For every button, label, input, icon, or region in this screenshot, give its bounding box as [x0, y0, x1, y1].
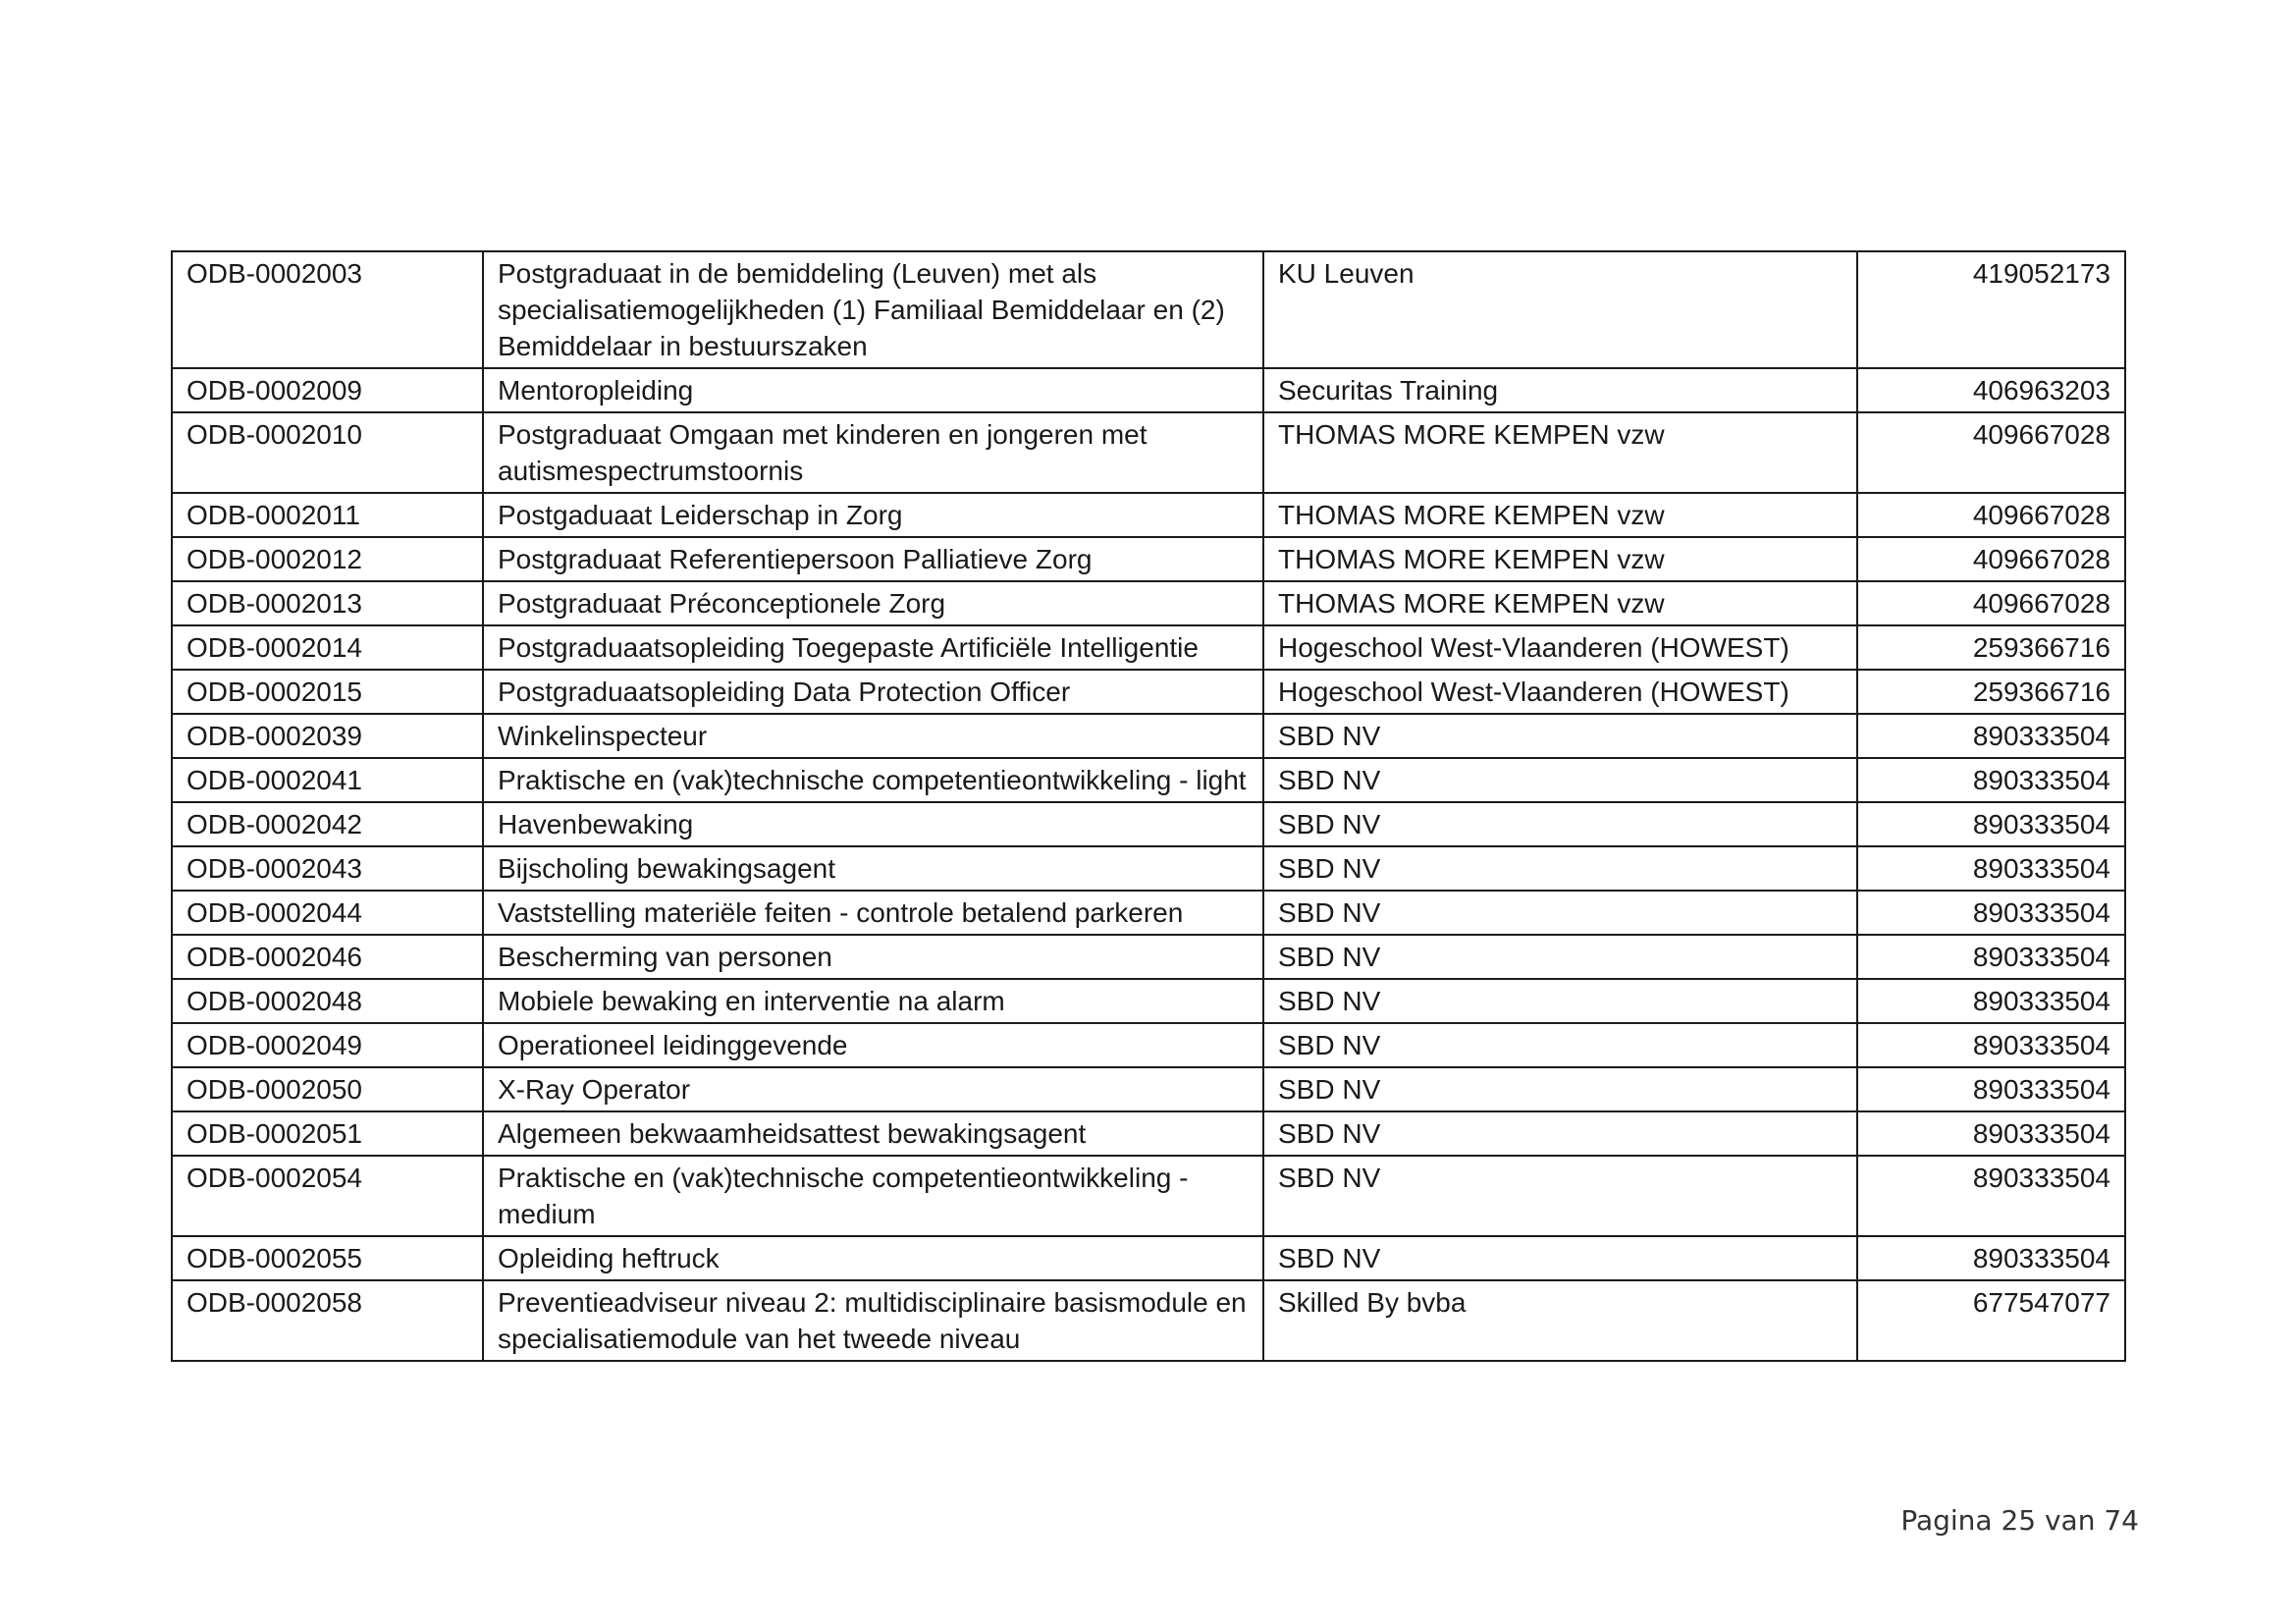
row-title: Postgraduaat in de bemiddeling (Leuven) met als specialisatiemogelijkheden (1) Familiaal Bemiddelaar en (2) Bemiddelaar in bestuurszaken — [483, 251, 1263, 368]
row-code: ODB-0002044 — [172, 891, 483, 935]
table-row — [172, 1280, 2125, 1361]
row-title: Algemeen bekwaamheidsattest bewakingsagent — [483, 1111, 1263, 1156]
row-code: ODB-0002014 — [172, 625, 483, 670]
row-title: X-Ray Operator — [483, 1067, 1263, 1111]
row-organisation: SBD NV — [1263, 1067, 1857, 1111]
row-title: Postgraduaat Referentiepersoon Palliatieve Zorg — [483, 537, 1263, 581]
row-title: Opleiding heftruck — [483, 1236, 1263, 1280]
table-row — [172, 1236, 2125, 1280]
table-row — [172, 1067, 2125, 1111]
table-row — [172, 979, 2125, 1023]
row-number: 419052173 — [1857, 251, 2125, 368]
row-number: 890333504 — [1857, 891, 2125, 935]
row-code: ODB-0002041 — [172, 758, 483, 802]
row-code: ODB-0002003 — [172, 251, 483, 368]
table-row — [172, 368, 2125, 412]
table-row — [172, 1023, 2125, 1067]
table-row — [172, 935, 2125, 979]
table-row — [172, 412, 2125, 493]
row-organisation: THOMAS MORE KEMPEN vzw — [1263, 581, 1857, 625]
row-code: ODB-0002049 — [172, 1023, 483, 1067]
row-organisation: THOMAS MORE KEMPEN vzw — [1263, 412, 1857, 493]
row-organisation: SBD NV — [1263, 758, 1857, 802]
row-number: 890333504 — [1857, 1111, 2125, 1156]
row-title: Mentoropleiding — [483, 368, 1263, 412]
row-number: 890333504 — [1857, 758, 2125, 802]
row-title: Postgraduaatsopleiding Toegepaste Artificiële Intelligentie — [483, 625, 1263, 670]
row-organisation: Skilled By bvba — [1263, 1280, 1857, 1361]
table-row — [172, 1111, 2125, 1156]
table-row — [172, 670, 2125, 714]
row-organisation: SBD NV — [1263, 846, 1857, 891]
row-code: ODB-0002046 — [172, 935, 483, 979]
row-code: ODB-0002010 — [172, 412, 483, 493]
row-number: 890333504 — [1857, 1023, 2125, 1067]
row-code: ODB-0002009 — [172, 368, 483, 412]
table-row — [172, 758, 2125, 802]
row-code: ODB-0002051 — [172, 1111, 483, 1156]
row-organisation: SBD NV — [1263, 714, 1857, 758]
row-number: 890333504 — [1857, 1156, 2125, 1236]
row-organisation: SBD NV — [1263, 1111, 1857, 1156]
table-row — [172, 891, 2125, 935]
row-code: ODB-0002011 — [172, 493, 483, 537]
row-organisation: Hogeschool West-Vlaanderen (HOWEST) — [1263, 670, 1857, 714]
row-organisation: SBD NV — [1263, 891, 1857, 935]
table-row — [172, 802, 2125, 846]
row-organisation: Hogeschool West-Vlaanderen (HOWEST) — [1263, 625, 1857, 670]
row-organisation: SBD NV — [1263, 1156, 1857, 1236]
table-row — [172, 625, 2125, 670]
training-table — [171, 250, 2126, 1362]
row-number: 890333504 — [1857, 846, 2125, 891]
row-organisation: KU Leuven — [1263, 251, 1857, 368]
table-row — [172, 1156, 2125, 1236]
row-title: Postgraduaat Préconceptionele Zorg — [483, 581, 1263, 625]
row-organisation: SBD NV — [1263, 935, 1857, 979]
row-title: Preventieadviseur niveau 2: multidisciplinaire basismodule en specialisatiemodule van het tweede niveau — [483, 1280, 1263, 1361]
row-organisation: SBD NV — [1263, 1236, 1857, 1280]
row-organisation: THOMAS MORE KEMPEN vzw — [1263, 537, 1857, 581]
table-row — [172, 537, 2125, 581]
row-number: 406963203 — [1857, 368, 2125, 412]
row-title: Operationeel leidinggevende — [483, 1023, 1263, 1067]
row-number: 409667028 — [1857, 412, 2125, 493]
row-number: 259366716 — [1857, 670, 2125, 714]
row-title: Postgraduaat Omgaan met kinderen en jongeren met autismespectrumstoornis — [483, 412, 1263, 493]
row-code: ODB-0002048 — [172, 979, 483, 1023]
row-organisation: SBD NV — [1263, 1023, 1857, 1067]
row-number: 890333504 — [1857, 935, 2125, 979]
table-row — [172, 493, 2125, 537]
row-title: Postgraduaatsopleiding Data Protection Officer — [483, 670, 1263, 714]
row-code: ODB-0002055 — [172, 1236, 483, 1280]
row-code: ODB-0002042 — [172, 802, 483, 846]
row-organisation: SBD NV — [1263, 979, 1857, 1023]
row-title: Winkelinspecteur — [483, 714, 1263, 758]
row-code: ODB-0002039 — [172, 714, 483, 758]
table-row — [172, 251, 2125, 368]
table-row — [172, 581, 2125, 625]
row-code: ODB-0002050 — [172, 1067, 483, 1111]
row-number: 677547077 — [1857, 1280, 2125, 1361]
row-code: ODB-0002012 — [172, 537, 483, 581]
row-title: Praktische en (vak)technische competentieontwikkeling - medium — [483, 1156, 1263, 1236]
table-body — [172, 251, 2125, 1361]
row-number: 259366716 — [1857, 625, 2125, 670]
row-code: ODB-0002058 — [172, 1280, 483, 1361]
row-code: ODB-0002043 — [172, 846, 483, 891]
row-number: 890333504 — [1857, 1236, 2125, 1280]
row-title: Havenbewaking — [483, 802, 1263, 846]
row-organisation: Securitas Training — [1263, 368, 1857, 412]
row-number: 890333504 — [1857, 1067, 2125, 1111]
row-title: Bescherming van personen — [483, 935, 1263, 979]
row-title: Postgaduaat Leiderschap in Zorg — [483, 493, 1263, 537]
row-number: 890333504 — [1857, 802, 2125, 846]
row-number: 409667028 — [1857, 581, 2125, 625]
row-organisation: SBD NV — [1263, 802, 1857, 846]
row-number: 890333504 — [1857, 714, 2125, 758]
row-title: Praktische en (vak)technische competentieontwikkeling - light — [483, 758, 1263, 802]
table-row — [172, 714, 2125, 758]
table-row — [172, 846, 2125, 891]
row-number: 409667028 — [1857, 493, 2125, 537]
row-code: ODB-0002015 — [172, 670, 483, 714]
row-number: 890333504 — [1857, 979, 2125, 1023]
row-code: ODB-0002054 — [172, 1156, 483, 1236]
row-title: Vaststelling materiële feiten - controle betalend parkeren — [483, 891, 1263, 935]
row-title: Bijscholing bewakingsagent — [483, 846, 1263, 891]
row-organisation: THOMAS MORE KEMPEN vzw — [1263, 493, 1857, 537]
row-title: Mobiele bewaking en interventie na alarm — [483, 979, 1263, 1023]
row-code: ODB-0002013 — [172, 581, 483, 625]
page-number: Pagina 25 van 74 — [1900, 1504, 2139, 1537]
row-number: 409667028 — [1857, 537, 2125, 581]
